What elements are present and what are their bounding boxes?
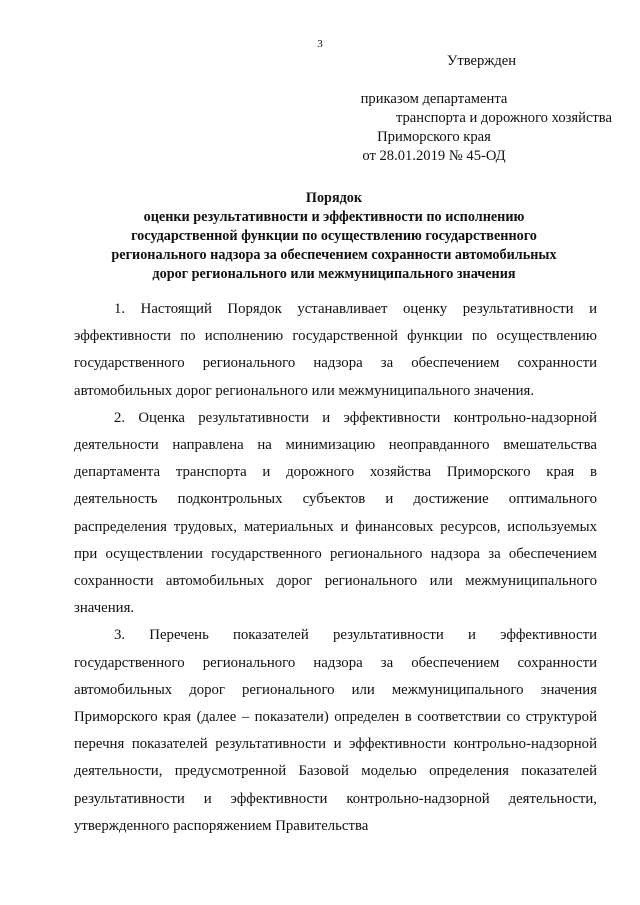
paragraph-text: Перечень показателей результативности и эффективности государственного регионального надзора за обеспечением сохранности автомобильных дорог регионального или межмуниципального значения Приморского края (далее – показатели) определен в соответствии со структурой перечня показателей результативности и эффективности контрольно-надзорной деятельности, предусмотренной Базовой моделью определения показателей результативности и эффективности контрольно-надзорной деятельности, утвержденного распоряжением Правительства	[74, 627, 597, 834]
title-line-1: оценки результативности и эффективности по исполнению	[143, 209, 525, 225]
paragraph-text: Оценка результативности и эффективности контрольно-надзорной деятельности направлена на минимизацию неоправданного вмешательства департамента транспорта и дорожного хозяйства Приморского края в деятельность подконтрольных субъектов и достижение оптимального распределения трудовых, материальных и финансовых ресурсов, используемых при осуществлении государственного регионального надзора за обеспечением сохранности автомобильных дорог регионального или межмуниципального значения.	[74, 409, 597, 617]
title-line-4: дорог регионального или межмуниципального значения	[152, 266, 516, 282]
approval-line-2: транспорта и дорожного хозяйства	[395, 110, 612, 126]
document-title	[70, 189, 598, 284]
paragraph-3	[74, 622, 597, 840]
approval-line-4: от 28.01.2019 № 45-ОД	[362, 148, 506, 164]
paragraph-2	[74, 405, 597, 623]
paragraph-number: 3.	[114, 627, 126, 644]
approval-heading: Утвержден	[447, 53, 517, 69]
approval-block	[300, 52, 612, 166]
title-line-2: государственной функции по осуществлению государственного	[131, 228, 537, 244]
page-number: 3	[317, 38, 323, 50]
paragraph-1	[74, 296, 597, 405]
paragraph-number: 1.	[114, 301, 126, 317]
document-body	[74, 296, 597, 840]
paragraph-number: 2.	[114, 409, 126, 426]
approval-line-1: приказом департамента	[360, 91, 508, 107]
paragraph-text: Настоящий Порядок устанавливает оценку результативности и эффективности по исполнению государственной функции по осуществлению государственного регионального надзора за обеспечением сохранности автомобильных дорог регионального или межмуниципального значения.	[74, 301, 597, 399]
title-line-3: регионального надзора за обеспечением сохранности автомобильных	[111, 247, 557, 263]
title-heading: Порядок	[305, 190, 363, 206]
approval-line-3: Приморского края	[377, 129, 491, 145]
